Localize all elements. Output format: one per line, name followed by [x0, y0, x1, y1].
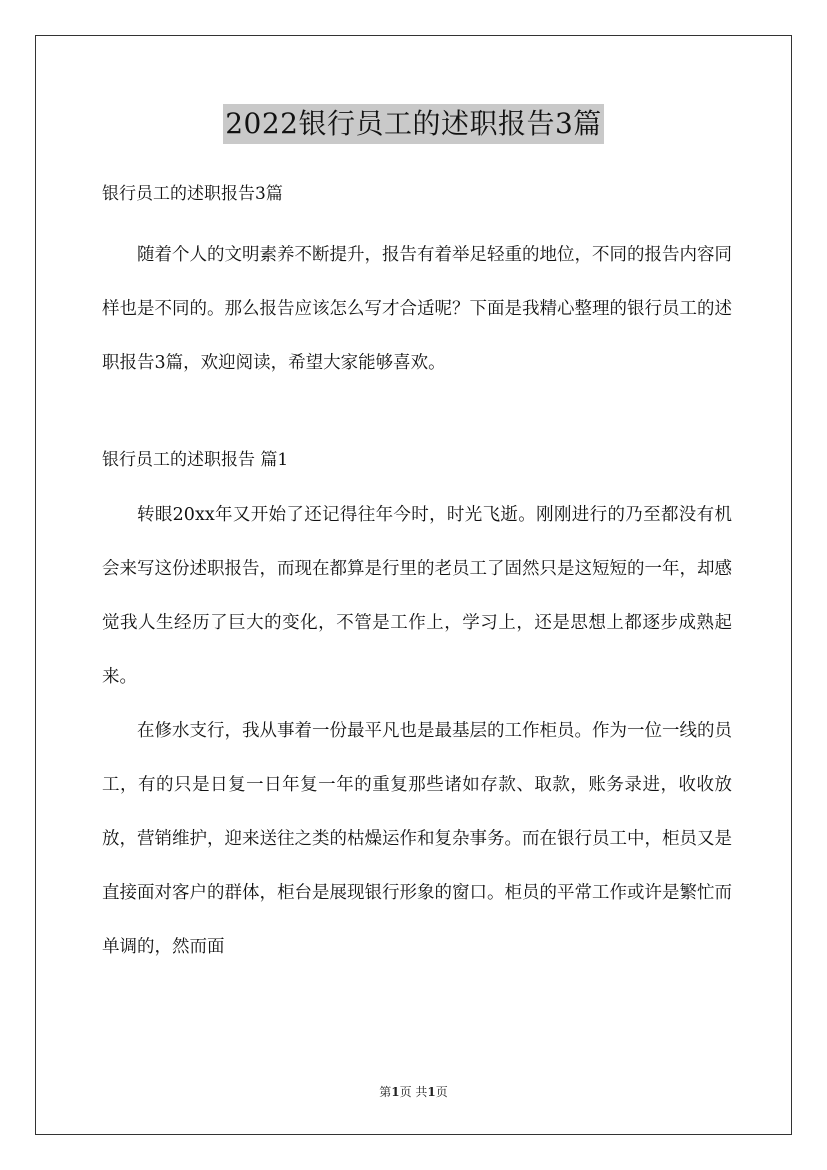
footer-suffix: 页 — [435, 1085, 448, 1099]
footer-page-number: 1 — [391, 1085, 400, 1099]
document-subtitle: 银行员工的述职报告3篇 — [102, 184, 283, 204]
document-title: 2022银行员工的述职报告3篇 — [223, 104, 604, 144]
footer-mid: 页 共 — [399, 1085, 428, 1099]
document-body — [102, 174, 732, 974]
body-paragraph: 转眼20xx年又开始了还记得往年今时，时光飞逝。刚刚进行的乃至都没有机会来写这份述职报告，而现在都算是行里的老员工了固然只是这短短的一年，却感觉我人生经历了巨大的变化，不管是工作上，学习上，还是思想上都逐步成熟起来。 — [102, 505, 732, 687]
intro-paragraph: 随着个人的文明素养不断提升，报告有着举足轻重的地位，不同的报告内容同样也是不同的。那么报告应该怎么写才合适呢？下面是我精心整理的银行员工的述职报告3篇，欢迎阅读，希望大家能够喜欢。 — [102, 245, 732, 373]
body-paragraph: 在修水支行，我从事着一份最平凡也是最基层的工作柜员。作为一位一线的员工，有的只是日复一日年复一年的重复那些诸如存款、取款，账务录进，收收放放，营销维护，迎来送往之类的枯燥运作和复杂事务。而在银行员工中，柜员又是直接面对客户的群体，柜台是展现银行形象的窗口。柜员的平常工作或许是繁忙而单调的，然而面 — [102, 721, 732, 957]
page-footer — [0, 1084, 827, 1100]
section-heading: 银行员工的述职报告 篇1 — [102, 450, 289, 470]
footer-page-total: 1 — [427, 1085, 436, 1099]
title-container — [0, 104, 827, 144]
footer-prefix: 第 — [379, 1085, 392, 1099]
